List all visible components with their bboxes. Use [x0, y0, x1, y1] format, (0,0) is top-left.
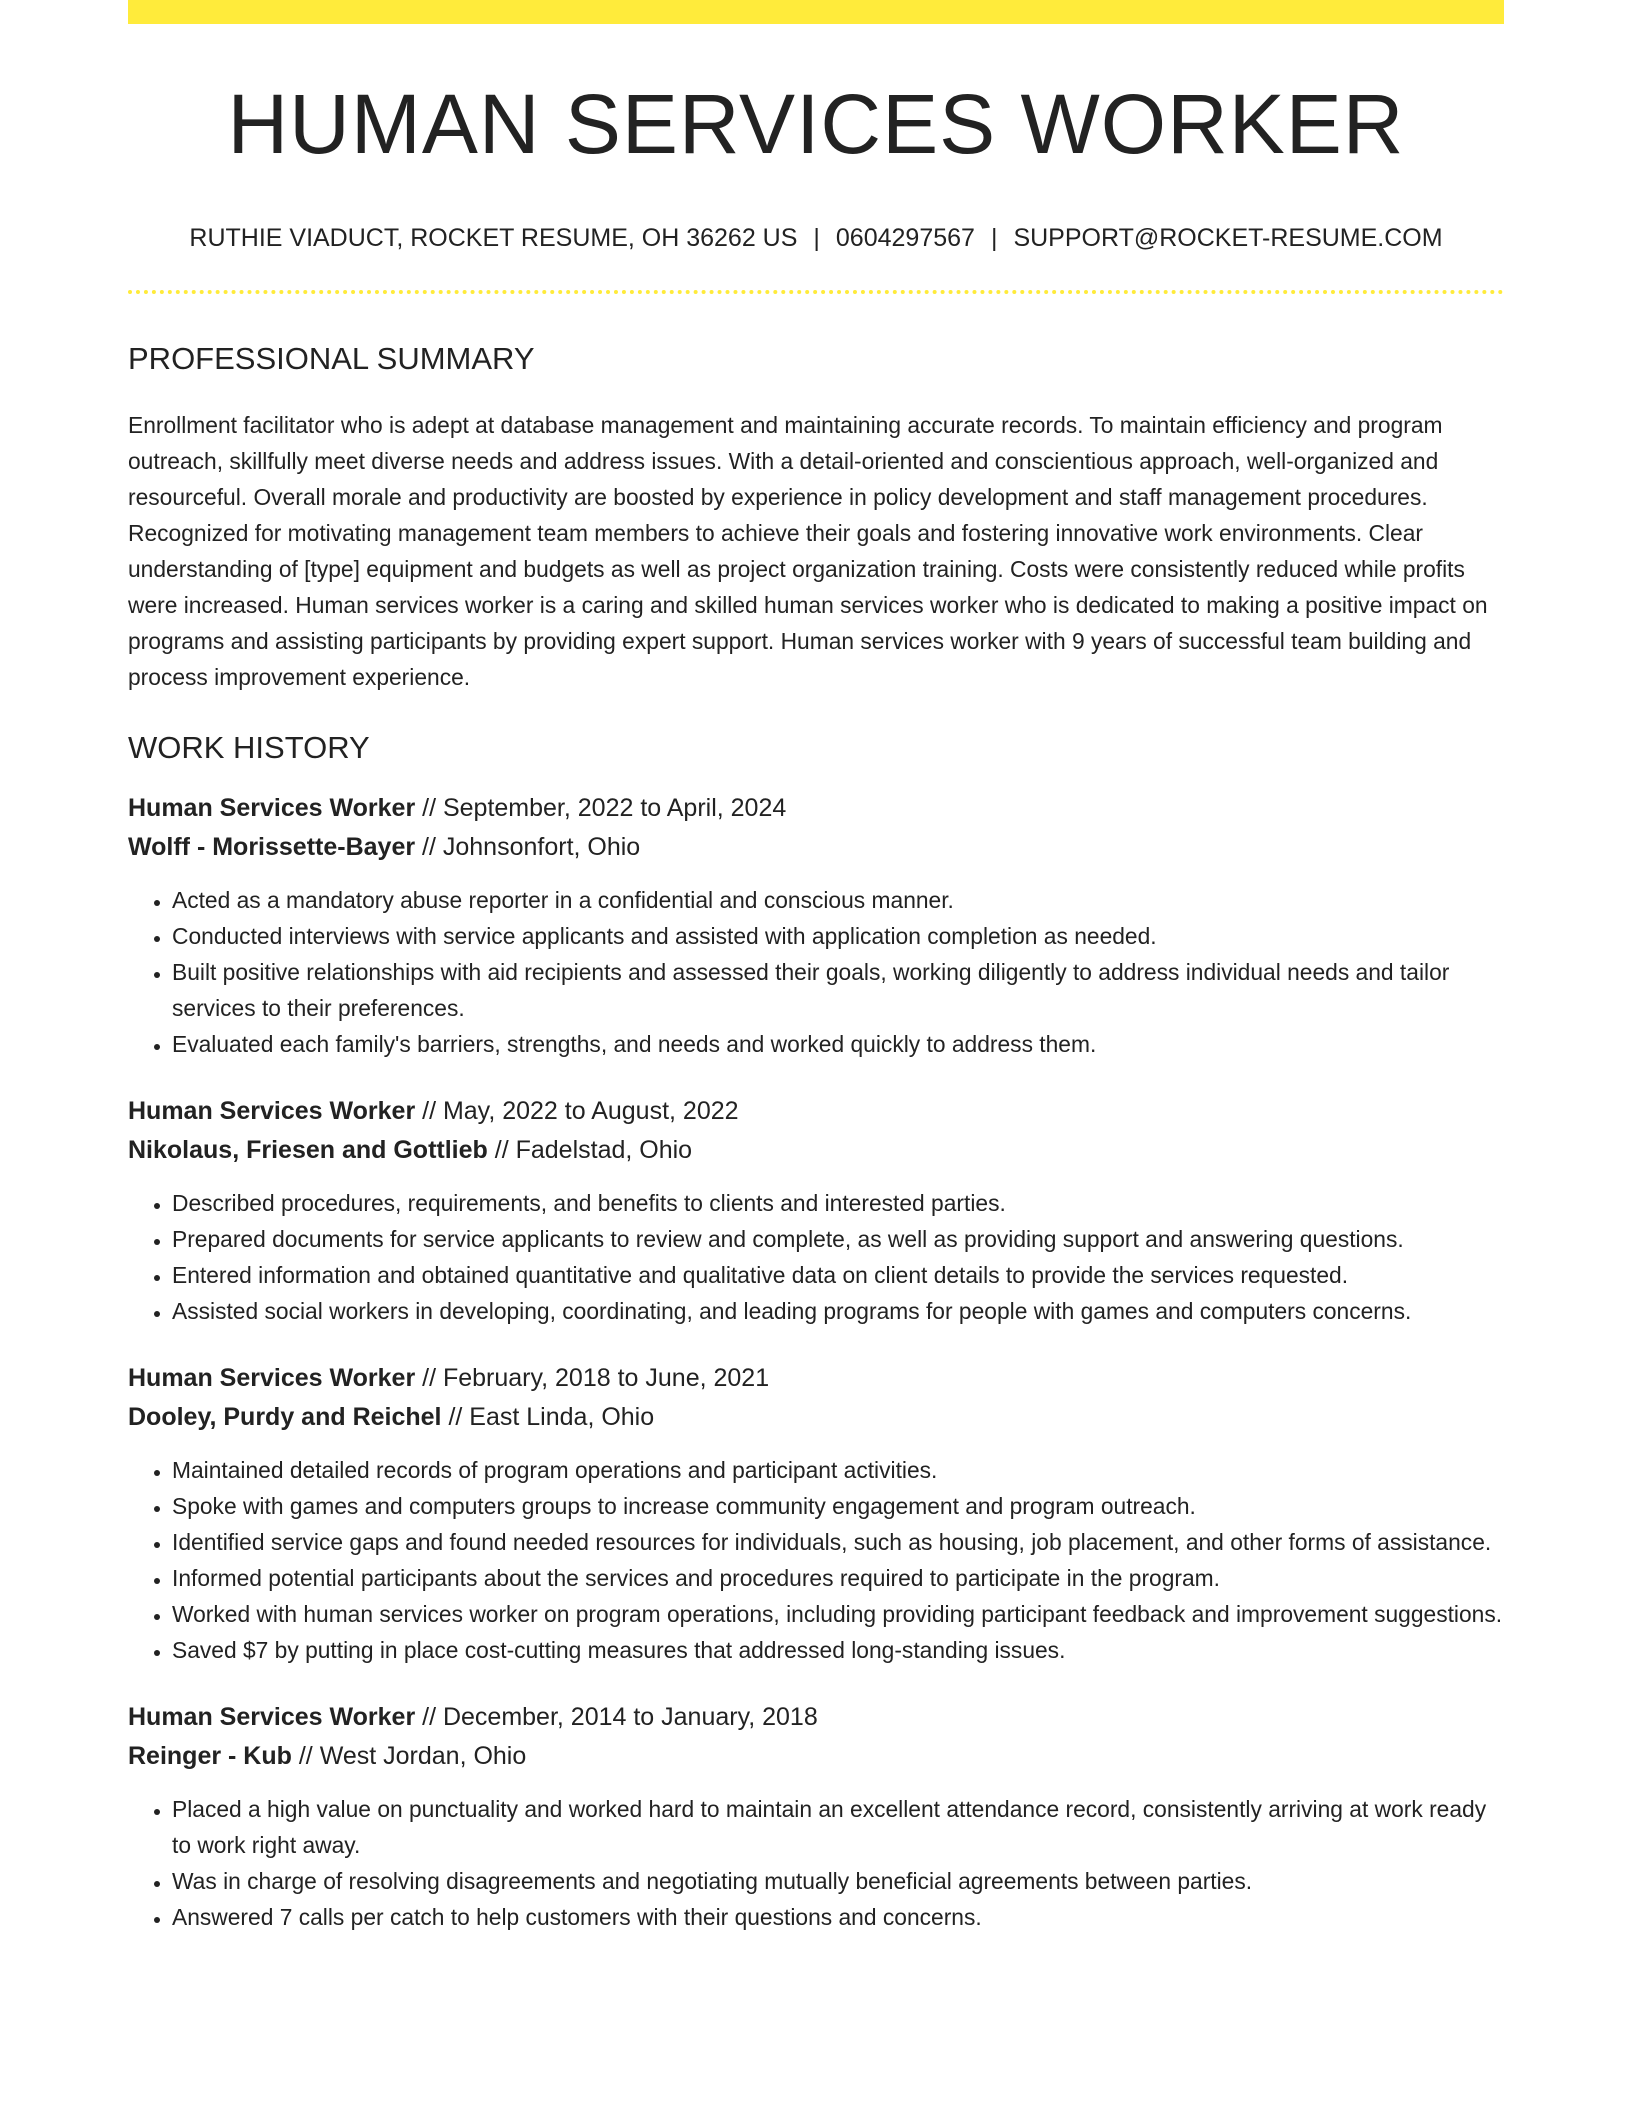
job-dates: // May, 2022 to August, 2022 — [415, 1097, 739, 1125]
job-company: Dooley, Purdy and Reichel — [128, 1403, 442, 1431]
job-location: // Fadelstad, Ohio — [487, 1136, 693, 1164]
work-history-heading: WORK HISTORY — [128, 730, 370, 765]
job-dates: // December, 2014 to January, 2018 — [415, 1703, 818, 1731]
accent-bar — [128, 0, 1504, 24]
duty-item: • Identified service gaps and found needed resources for individuals, such as housing, job placement, and other forms of assistance. — [172, 1524, 1504, 1560]
duty-item: • Evaluated each family's barriers, strengths, and needs and worked quickly to address them. — [172, 1026, 1504, 1062]
duty-item: • Assisted social workers in developing, coordinating, and leading programs for people with games and computers concerns. — [172, 1293, 1504, 1329]
duty-list — [128, 882, 1504, 1062]
duty-item: • Informed potential participants about the services and procedures required to participate in the program. — [172, 1560, 1504, 1596]
duty-item: • Maintained detailed records of program operations and participant activities. — [172, 1452, 1504, 1488]
job-company-line — [128, 1131, 1504, 1170]
duty-item: • Placed a high value on punctuality and worked hard to maintain an excellent attendance record, consistently arriving at work ready to work right away. — [172, 1791, 1504, 1863]
duty-item: • Conducted interviews with service applicants and assisted with application completion as needed. — [172, 918, 1504, 954]
duty-item: • Prepared documents for service applicants to review and complete, as well as providing support and answering questions. — [172, 1221, 1504, 1257]
contact-email: SUPPORT@ROCKET-RESUME.COM — [1013, 224, 1443, 252]
contact-address: RUTHIE VIADUCT, ROCKET RESUME, OH 36262 US — [189, 224, 798, 252]
contact-phone: 0604297567 — [835, 224, 975, 252]
duty-item: • Saved $7 by putting in place cost-cutting measures that addressed long-standing issues. — [172, 1632, 1504, 1668]
duty-list — [128, 1791, 1504, 1935]
duty-item: • Worked with human services worker on program operations, including providing participant feedback and improvement suggestions. — [172, 1596, 1504, 1632]
job-role-line — [128, 789, 1504, 828]
duty-item: • Built positive relationships with aid recipients and assessed their goals, working diligently to address individual needs and tailor services to their preferences. — [172, 954, 1504, 1026]
job-entry — [128, 1359, 1504, 1668]
job-company: Wolff - Morissette-Bayer — [128, 833, 416, 861]
contact-separator: | — [990, 224, 998, 252]
duty-item: • Acted as a mandatory abuse reporter in a confidential and conscious manner. — [172, 882, 1504, 918]
duty-list — [128, 1185, 1504, 1329]
contact-line — [128, 226, 1504, 251]
summary-text: Enrollment facilitator who is adept at database management and maintaining accurate records. To maintain efficiency and program outreach, skillfully meet diverse needs and address issues. With a detail-oriented and conscientious approach, well-organized and resourceful. Overall morale and productivity are boosted by experience in policy development and staff management procedures. Recognized for motivating management team members to achieve their goals and fostering innovative work environments. Clear understanding of [type] equipment and budgets as well as project organization training. Costs were consistently reduced while profits were increased. Human services worker is a caring and skilled human services worker who is dedicated to making a positive impact on programs and assisting participants by providing expert support. Human services worker with 9 years of successful team building and process improvement experience. — [128, 412, 1488, 690]
job-entry — [128, 789, 1504, 1062]
resume-page — [128, 0, 1504, 1935]
job-role: Human Services Worker — [128, 1097, 416, 1125]
job-company: Nikolaus, Friesen and Gottlieb — [128, 1136, 488, 1164]
contact-separator: | — [813, 224, 820, 252]
job-location: // Johnsonfort, Ohio — [415, 833, 641, 861]
job-entry — [128, 1698, 1504, 1935]
resume-title: HUMAN SERVICES WORKER — [227, 77, 1405, 171]
duty-item: • Was in charge of resolving disagreements and negotiating mutually beneficial agreements between parties. — [172, 1863, 1504, 1899]
job-role-line — [128, 1698, 1504, 1737]
job-role-line — [128, 1359, 1504, 1398]
job-location: // West Jordan, Ohio — [291, 1742, 527, 1770]
job-dates: // September, 2022 to April, 2024 — [415, 794, 787, 822]
job-company-line — [128, 1737, 1504, 1776]
duty-item: • Entered information and obtained quantitative and qualitative data on client details to provide the services requested. — [172, 1257, 1504, 1293]
job-role-line — [128, 1092, 1504, 1131]
job-location: // East Linda, Ohio — [441, 1403, 655, 1431]
job-company-line — [128, 828, 1504, 867]
job-company: Reinger - Kub — [128, 1742, 292, 1770]
duty-item: • Spoke with games and computers groups to increase community engagement and program outreach. — [172, 1488, 1504, 1524]
job-role: Human Services Worker — [128, 1703, 416, 1731]
duty-item: • Answered 7 calls per catch to help customers with their questions and concerns. — [172, 1899, 1504, 1935]
summary-heading: PROFESSIONAL SUMMARY — [128, 341, 535, 376]
job-dates: // February, 2018 to June, 2021 — [415, 1364, 770, 1392]
job-role: Human Services Worker — [128, 1364, 416, 1392]
duty-list — [128, 1452, 1504, 1668]
dotted-divider — [128, 290, 1504, 294]
duty-item: • Described procedures, requirements, and benefits to clients and interested parties. — [172, 1185, 1504, 1221]
job-role: Human Services Worker — [128, 794, 416, 822]
job-company-line — [128, 1398, 1504, 1437]
job-entry — [128, 1092, 1504, 1329]
